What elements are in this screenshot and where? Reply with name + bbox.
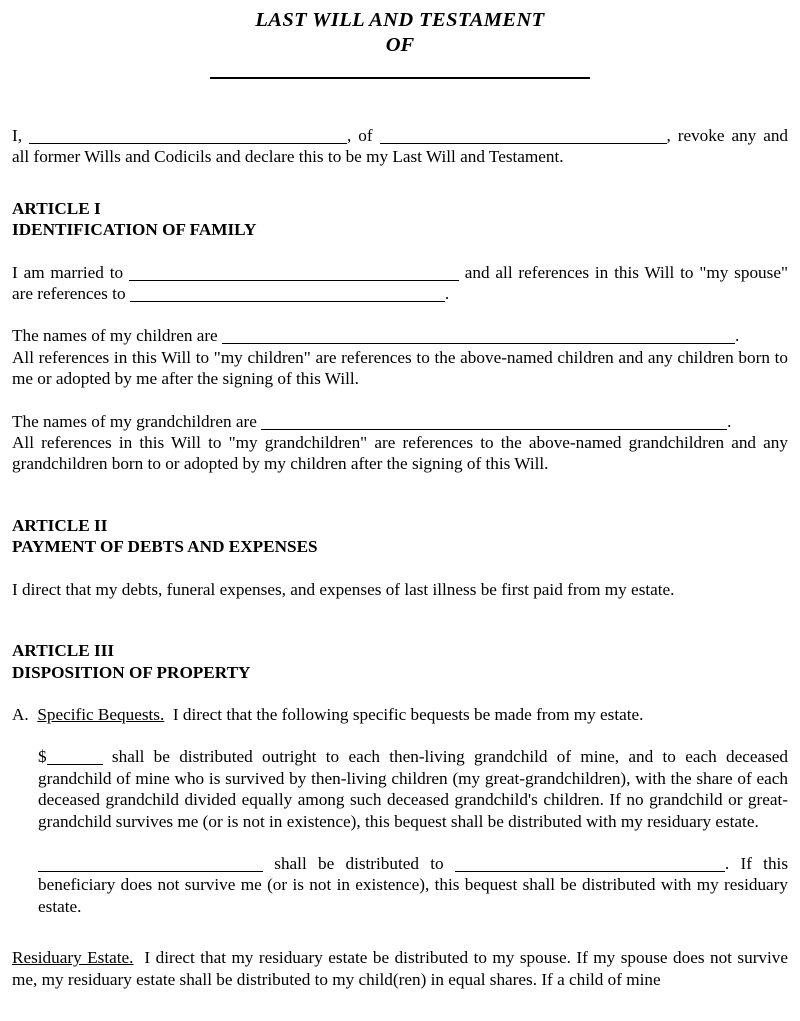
spouse-end-text: . (444, 284, 450, 304)
article-1-heading: IDENTIFICATION OF FAMILY (12, 220, 257, 240)
testator-name-line-wrap (12, 77, 788, 91)
grandchildren-end-text: . (727, 411, 732, 431)
spouse-name-blank[interactable] (129, 267, 459, 281)
item-a-body: I direct that the following specific bequests be made from my estate. (172, 704, 644, 724)
bequest-2-body: . If this beneficiary does not survive me (or is not in existence), this bequest shall be distributed with my residuary estate. (38, 853, 789, 916)
article-3-number: ARTICLE III (12, 641, 115, 661)
spacer (12, 390, 788, 411)
bequest-2-mid-text: shall be distributed to (274, 853, 444, 873)
article-1-children-lead-paragraph (12, 325, 788, 346)
bequest-2-item-blank[interactable] (38, 858, 263, 872)
spacer (12, 600, 788, 640)
grandchildren-names-blank[interactable] (261, 416, 727, 430)
spouse-lead-text: I am married to (12, 262, 124, 282)
testator-name-blank-line[interactable] (210, 77, 590, 79)
article-2-body: I direct that my debts, funeral expenses, and expenses of last illness be first paid from my estate. (12, 579, 675, 599)
bequest-2-beneficiary-blank[interactable] (455, 858, 725, 872)
page-title: LAST WILL AND TESTAMENT (255, 9, 545, 31)
spouse-reference-blank[interactable] (130, 288, 445, 302)
children-end-text: . (735, 326, 740, 346)
bequest-1-amount-blank[interactable] (47, 751, 103, 765)
opening-text-between: , of (346, 126, 373, 145)
spacer (12, 832, 788, 853)
article-2-number: ARTICLE II (12, 515, 108, 535)
article-1-grandchildren-lead-paragraph (12, 411, 788, 432)
item-a-label: A. (12, 704, 29, 724)
children-names-blank[interactable] (222, 330, 735, 344)
residuary-estate-title: Residuary Estate. (12, 948, 134, 968)
spacer (12, 241, 788, 262)
article-1-children-body: All references in this Will to "my children" are references to the above-named children and any children born to me or adopted by me after the signing of this Will. (12, 347, 788, 389)
spacer (12, 725, 788, 746)
bequest-1-paragraph (38, 746, 788, 832)
article-3-heading: DISPOSITION OF PROPERTY (12, 662, 251, 682)
article-2-heading: PAYMENT OF DEBTS AND EXPENSES (12, 537, 318, 557)
spacer (12, 168, 788, 198)
spacer (12, 91, 788, 125)
page-title-of: OF (385, 34, 415, 56)
bequest-2-paragraph (38, 853, 788, 917)
item-a-title: Specific Bequests. (37, 704, 165, 724)
opening-text-before-name: I, (12, 126, 23, 145)
bequest-1-body: shall be distributed outright to each then-living grandchild of mine, and to each deceased grandchild of mine who is survived by then-living children (my great-grandchildren), with the share of each deceased grandchild divided equally among such deceased grandchild's children. If no grandchild or great-grandchild survives me (or is not in existence), this bequest shall be distributed with my residuary estate. (38, 747, 789, 831)
grandchildren-lead-text: The names of my grandchildren are (12, 411, 257, 431)
residuary-estate-paragraph (12, 947, 788, 990)
spacer (12, 475, 788, 515)
article-1-grandchildren-body: All references in this Will to "my grandchildren" are references to the above-named grandchildren and any grandchildren born to or adopted by my children after the signing of this Will. (12, 433, 788, 474)
opening-text-after: , revoke any and all former Wills and Codicils and declare this to be my Last Will and Testament. (12, 126, 789, 167)
article-3-item-a (12, 704, 788, 725)
spacer (12, 558, 788, 579)
opening-paragraph (12, 125, 788, 168)
spacer (12, 683, 788, 704)
residuary-estate-body: I direct that my residuary estate be distributed to my spouse. If my spouse does not survive me, my residuary estate shall be distributed to my child(ren) in equal shares. If a child of mine (12, 948, 789, 989)
bequest-1-currency-symbol: $ (38, 747, 47, 767)
spacer (12, 917, 788, 947)
testator-address-blank[interactable] (380, 130, 667, 144)
testator-name-blank[interactable] (29, 130, 347, 144)
article-1-number: ARTICLE I (12, 198, 101, 218)
article-1-spouse-paragraph (12, 262, 788, 305)
spacer (12, 304, 788, 325)
children-lead-text: The names of my children are (12, 326, 218, 346)
document-title-block (12, 0, 788, 91)
spouse-mid-text: and all references in this Will to "my spouse" are references to (12, 262, 788, 304)
